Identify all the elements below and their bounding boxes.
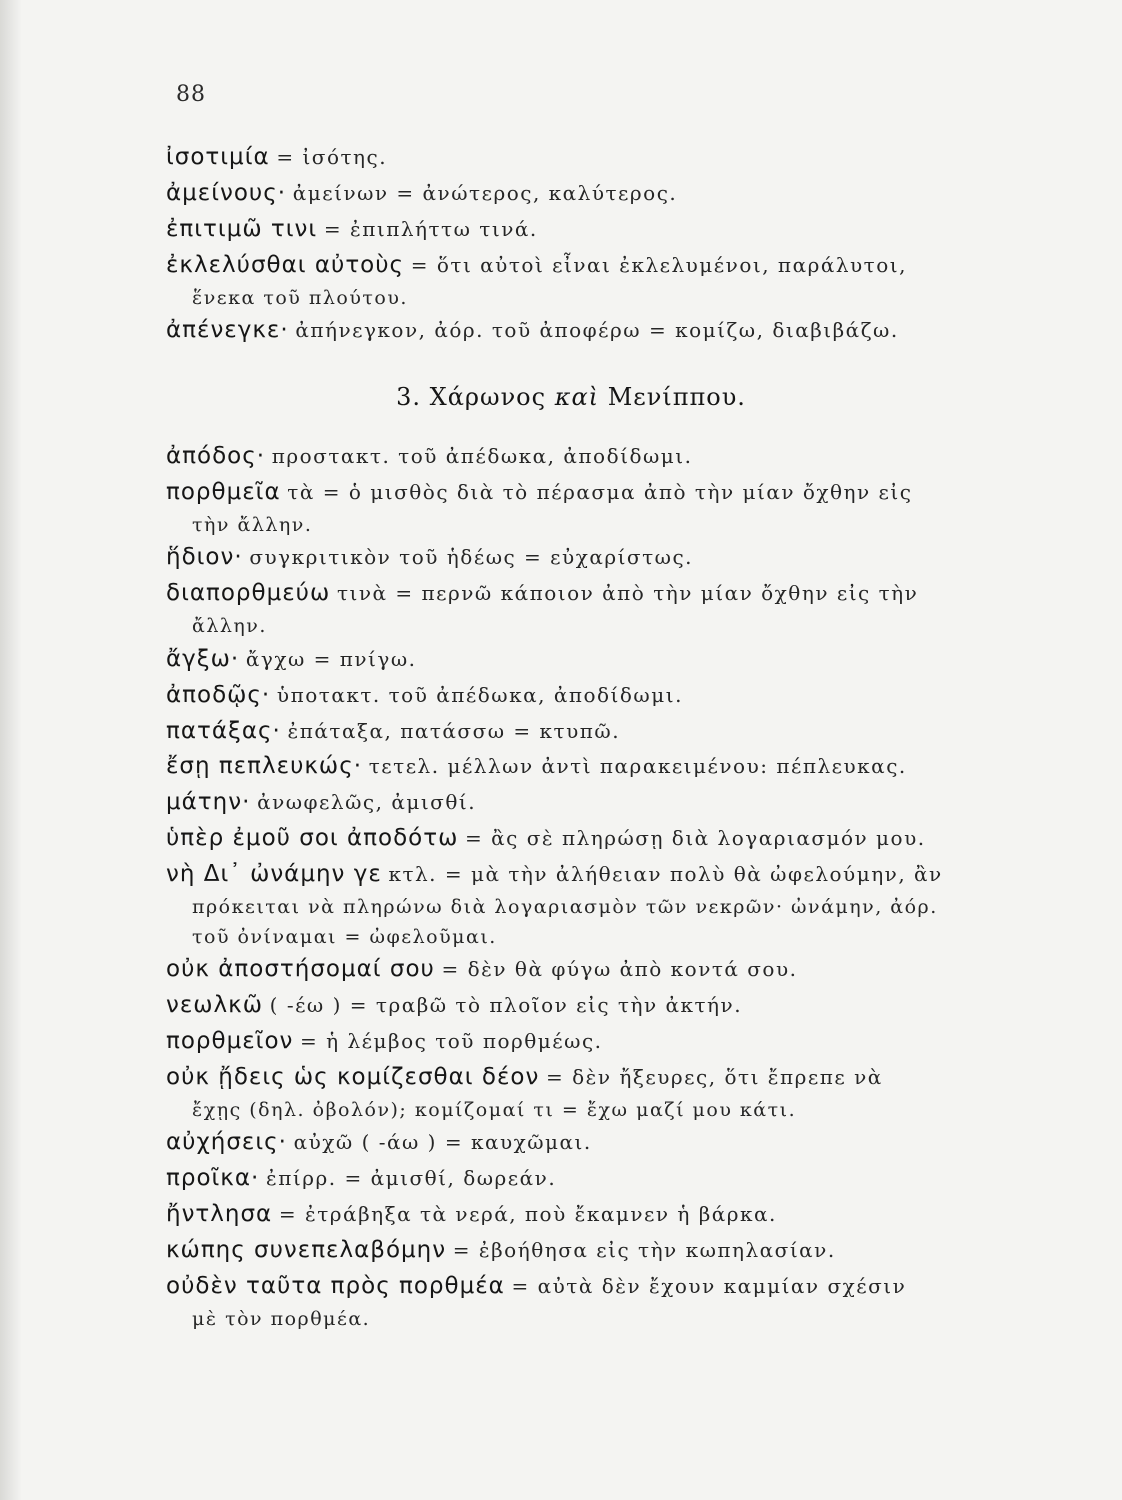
entry-gloss: αὐχῶ ( -άω ) = καυχῶμαι. [293,1130,592,1155]
glossary-entry [166,576,1026,642]
entry-continuation: τοῦ ὀνίναμαι = ὠφελοῦμαι. [192,925,497,948]
glossary-entry [166,952,1026,988]
glossary-entry [166,1060,1026,1126]
glossary-entry [166,1125,1026,1161]
glossary-entry [166,1161,1026,1197]
entry-term: ἐκλελύσθαι αὐτοὺς [166,251,405,278]
entry-term: νὴ Δι᾽ ὠνάμην γε [166,861,382,887]
entry-gloss: τὰ = ὁ μισθὸς διὰ τὸ πέρασμα ἀπὸ τὴν μίαν ὄχθην εἰς [287,479,913,504]
entry-term: προῖκα· [166,1165,260,1192]
entry-gloss: = ἡ λέμβος τοῦ πορθμέως. [300,1028,603,1053]
entry-term: ἀπόδος· [166,443,266,469]
glossary-entry [166,475,1026,541]
glossary-entry [166,176,1026,212]
entry-gloss: ἐπίρρ. = ἀμισθί, δωρεάν. [266,1166,557,1191]
entry-term: νεωλκῶ [166,992,263,1018]
entry-gloss: ἀνωφελῶς, ἀμισθί. [257,790,477,815]
section-conjunction: καὶ [554,383,600,411]
entry-term: οὐδὲν ταῦτα πρὸς πορθμέα [166,1272,505,1299]
entry-gloss: = ἐτράβηξα τὰ νερά, ποὺ ἔκαμνεν ἡ βάρκα. [278,1202,777,1226]
entry-term: ἀμείνους· [166,179,287,206]
entry-term: αὐχήσεις· [166,1129,287,1156]
entry-continuation: πρόκειται νὰ πληρώνω διὰ λογαριασμὸν τῶν νεκρῶν· ὠνάμην, ἀόρ. [192,895,938,918]
glossary-entry [166,1233,1026,1269]
entry-term: διαπορθμεύω [166,580,331,607]
glossary-text [166,140,1026,1334]
section-heading [166,383,1026,411]
glossary-entry [166,749,1026,785]
entry-gloss: = ὅτι αὐτοὶ εἶναι ἐκλελυμένοι, παράλυτοι, [410,252,907,277]
entry-continuation: ἄλλην. [192,615,267,638]
glossary-entry [166,785,1026,821]
entry-gloss: ἀπήνεγκον, ἀόρ. τοῦ ἀποφέρω = κομίζω, διαβιβάζω. [295,318,899,343]
entry-term: ἔσῃ πεπλευκώς· [166,753,363,780]
glossary-entry [166,642,1026,678]
glossary-entry [166,212,1026,248]
entry-term: οὐκ ἀποστήσομαί σου [166,956,435,983]
entry-continuation: μὲ τὸν πορθμέα. [192,1307,371,1330]
section-name-first: Χάρωνος [429,383,547,411]
entry-gloss: = ἐβοήθησα εἰς τὴν κωπηλασίαν. [452,1237,836,1262]
entry-term: πατάξας· [166,717,281,744]
entry-gloss: τετελ. μέλλων ἀντὶ παρακειμένου: πέπλευκας. [368,754,907,779]
entry-gloss: ( -έω ) = τραβῶ τὸ πλοῖον εἰς τὴν ἀκτήν. [269,993,743,1017]
entry-term: κώπης συνεπελαβόμην [166,1236,447,1263]
glossary-entry [166,1269,1026,1335]
entry-gloss: = ἐπιπλήττω τινά. [323,216,538,241]
entry-gloss: ἀμείνων = ἀνώτερος, καλύτερος. [292,180,678,205]
entry-gloss: = δὲν θὰ φύγω ἀπὸ κοντά σου. [441,957,798,982]
entry-term: πορθμεῖα [166,478,281,505]
entry-term: ἐπιτιμῶ τινι [166,215,318,242]
entry-term: ἥδιον· [166,544,243,571]
glossary-entry [166,821,1026,857]
entry-gloss: = ἂς σὲ πληρώσῃ διὰ λογαριασμόν μου. [465,826,926,851]
entry-term: ἰσοτιμία [166,144,270,170]
glossary-entry [166,140,1026,176]
glossary-entry [166,313,1026,349]
glossary-entry [166,439,1026,475]
glossary-entry [166,857,1026,952]
entry-term: πορθμεῖον [166,1027,294,1054]
glossary-entry [166,540,1026,576]
entry-gloss: προστακτ. τοῦ ἀπέδωκα, ἀποδίδωμι. [271,444,693,468]
entry-gloss: κτλ. = μὰ τὴν ἀλήθειαν πολὺ θὰ ὠφελούμην, ἂν [388,862,943,886]
entry-gloss: τινὰ = περνῶ κάποιον ἀπὸ τὴν μίαν ὄχθην εἰς τὴν [336,581,919,606]
glossary-entry [166,714,1026,750]
glossary-entry [166,988,1026,1024]
glossary-entry [166,1197,1026,1233]
entry-term: ὑπὲρ ἐμοῦ σοι ἀποδότω [166,825,459,852]
section-number: 3. [396,383,421,411]
glossary-entry [166,678,1026,714]
glossary-entry [166,1024,1026,1060]
entry-term: ἀπένεγκε· [166,317,289,344]
entry-term: οὐκ ᾔδεις ὡς κομίζεσθαι δέον [166,1063,540,1090]
entry-term: ἀποδῷς· [166,681,271,708]
entry-continuation: ἔχῃς (δηλ. ὀβολόν); κομίζομαί τι = ἔχω μαζί μου κάτι. [192,1098,797,1121]
page-gutter-shadow [0,0,22,1500]
entry-term: ἄγξω· [166,645,240,672]
entry-gloss: = δὲν ἤξευρες, ὅτι ἔπρεπε νὰ [546,1064,883,1089]
entry-term: ἤντλησα [166,1201,273,1227]
entry-gloss: ὑποτακτ. τοῦ ἀπέδωκα, ἀποδίδωμι. [276,682,683,707]
entry-continuation: ἕνεκα τοῦ πλούτου. [192,286,408,309]
entry-gloss: ἄγχω = πνίγω. [245,646,417,671]
section-name-second: Μενίππου. [607,383,746,411]
entry-term: μάτην· [166,789,251,816]
entry-gloss: συγκριτικὸν τοῦ ἡδέως = εὐχαρίστως. [249,545,694,570]
entry-gloss: = ἰσότης. [276,145,388,169]
glossary-entry [166,248,1026,314]
entry-gloss: ἐπάταξα, πατάσσω = κτυπῶ. [287,718,621,743]
page-number: 88 [176,82,206,107]
entry-continuation: τὴν ἄλλην. [192,513,313,536]
entry-gloss: = αὐτὰ δὲν ἔχουν καμμίαν σχέσιν [511,1273,907,1298]
